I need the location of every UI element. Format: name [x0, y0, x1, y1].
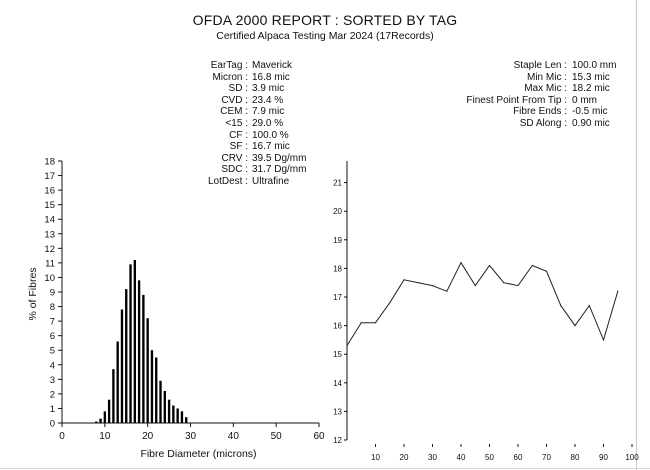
profile-data-point: [503, 282, 504, 283]
profile-data-point: [603, 339, 604, 340]
histogram-bar: [172, 406, 174, 423]
histogram-bar: [142, 295, 144, 423]
stat-label: Max Mic :: [524, 83, 567, 95]
profile-data-point: [475, 285, 476, 286]
profile-y-tick-label: 21: [333, 178, 342, 188]
stat-value: 23.4 %: [252, 94, 284, 106]
stat-value: -0.5 mic: [572, 106, 608, 118]
profile-x-tick-label: 30: [428, 453, 437, 462]
histogram-bar: [138, 280, 140, 423]
profile-data-point: [346, 345, 347, 346]
stat-value: 0 mm: [572, 94, 597, 106]
stat-value: 16.7 mic: [252, 141, 290, 153]
profile-x-tick-label: 70: [542, 453, 551, 462]
histogram-x-tick-label: 10: [99, 431, 111, 442]
profile-data-point: [361, 322, 362, 323]
histogram-x-axis-label: Fibre Diameter (microns): [140, 448, 257, 460]
histogram-y-tick-label: 10: [44, 272, 55, 284]
profile-x-tick-label: 50: [485, 453, 494, 462]
profile-y-tick-label: 16: [333, 321, 342, 331]
stat-value: 31.7 Dg/mm: [252, 164, 307, 176]
histogram-y-tick-label: 16: [44, 185, 55, 197]
profile-data-point: [418, 282, 419, 283]
stat-label: SD :: [228, 83, 248, 95]
profile-x-tick-label: 10: [371, 453, 380, 462]
profile-y-tick-label: 19: [333, 235, 342, 245]
profile-y-tick-label: 12: [333, 436, 342, 445]
histogram-bar: [151, 350, 153, 423]
profile-x-tick-label: 80: [570, 453, 580, 462]
histogram-bar: [125, 289, 127, 423]
histogram-y-tick-label: 18: [44, 156, 55, 168]
histogram-x-tick-label: 0: [59, 431, 65, 442]
profile-data-point: [560, 305, 561, 306]
histogram-bar: [117, 341, 119, 423]
stat-label: Min Mic :: [527, 71, 567, 83]
stat-value: 7.9 mic: [252, 106, 285, 118]
profile-data-point: [532, 265, 533, 266]
histogram-y-tick-label: 12: [44, 243, 55, 255]
profile-x-tick-label: 90: [599, 453, 608, 462]
histogram-y-tick-label: 0: [49, 418, 55, 430]
profile-data-point: [403, 279, 404, 280]
histogram-y-tick-label: 17: [44, 171, 55, 183]
profile-x-tick-label: 60: [513, 453, 523, 462]
stat-label: Micron :: [212, 71, 248, 83]
stat-value: 3.9 mic: [252, 83, 285, 95]
stat-value: 100.0 %: [252, 129, 289, 141]
profile-y-tick-label: 18: [333, 264, 342, 274]
stat-label: CF :: [229, 129, 248, 141]
histogram-y-tick-label: 6: [49, 331, 55, 343]
stat-value: 29.0 %: [252, 118, 284, 129]
histogram-y-tick-label: 3: [49, 374, 55, 386]
histogram-y-axis-label: % of Fibres: [27, 267, 39, 321]
profile-data-point: [460, 262, 461, 263]
profile-y-tick-label: 20: [333, 207, 342, 217]
stat-label: Finest Point From Tip :: [466, 94, 567, 106]
histogram-y-tick-label: 9: [49, 287, 55, 299]
stat-label: SD Along :: [519, 118, 567, 129]
histogram-y-tick-label: 14: [44, 214, 55, 226]
histogram-y-tick-label: 5: [49, 345, 55, 357]
histogram-bar: [176, 408, 178, 423]
stat-label: <15 :: [225, 118, 248, 129]
histogram-x-tick-label: 50: [270, 431, 282, 442]
profile-data-point: [432, 285, 433, 286]
histogram-bar: [181, 411, 183, 423]
stat-value: 39.5 Dg/mm: [252, 152, 307, 164]
stat-value: 0.90 mic: [572, 118, 610, 129]
histogram-bar: [99, 419, 101, 423]
profile-y-tick-label: 17: [333, 293, 342, 302]
profile-data-point: [389, 302, 390, 303]
profile-data-point: [574, 325, 575, 326]
profile-data-point: [446, 291, 447, 292]
histogram-bar: [185, 417, 187, 423]
profile-series-line: [347, 263, 618, 346]
report-title: OFDA 2000 REPORT : SORTED BY TAG: [192, 12, 458, 28]
stat-label: Staple Len :: [513, 60, 567, 71]
profile-data-point: [617, 291, 618, 292]
histogram-bar: [112, 369, 114, 423]
stat-label: CEM :: [220, 106, 248, 118]
report-subtitle: Certified Alpaca Testing Mar 2024 (17Records): [216, 30, 434, 42]
stat-label: CVD :: [221, 94, 248, 106]
histogram-bar: [104, 411, 106, 423]
histogram-y-tick-label: 15: [44, 200, 55, 212]
histogram-bar: [121, 309, 123, 423]
stat-value: 15.3 mic: [572, 71, 610, 83]
page-frame-bottom-border: [0, 468, 650, 469]
stat-label: CRV :: [221, 152, 248, 164]
page-frame-right-border: [636, 0, 637, 470]
stat-label: LotDest :: [207, 176, 248, 187]
histogram-bar: [164, 391, 166, 423]
stat-value: 18.2 mic: [572, 83, 610, 95]
profile-data-point: [489, 265, 490, 266]
stat-label: Fibre Ends :: [513, 106, 567, 118]
profile-y-tick-label: 13: [333, 407, 342, 417]
histogram-x-tick-label: 30: [184, 431, 197, 442]
stat-value: Maverick: [252, 60, 293, 71]
histogram-bar: [95, 422, 97, 423]
profile-y-tick-label: 14: [333, 378, 342, 388]
histogram-y-tick-label: 4: [49, 360, 55, 372]
profile-x-tick-label: 20: [399, 453, 409, 462]
histogram-bar: [155, 358, 157, 424]
histogram-bar: [108, 400, 110, 423]
profile-data-point: [546, 271, 547, 272]
histogram-y-tick-label: 2: [49, 389, 55, 401]
stat-label: SF :: [229, 141, 248, 153]
stat-value: Ultrafine: [252, 176, 290, 187]
histogram-y-tick-label: 1: [49, 403, 55, 415]
profile-data-point: [375, 322, 376, 323]
histogram-y-tick-label: 7: [49, 316, 55, 328]
profile-data-point: [589, 305, 590, 306]
histogram-bar: [168, 400, 170, 423]
histogram-y-tick-label: 11: [45, 258, 55, 270]
stat-label: EarTag :: [210, 60, 248, 71]
histogram-bar: [159, 381, 161, 423]
stat-value: 100.0 mm: [572, 60, 617, 71]
stat-label: SDC :: [221, 164, 248, 176]
profile-data-point: [517, 285, 518, 286]
stat-value: 16.8 mic: [252, 71, 290, 83]
histogram-y-tick-label: 13: [44, 229, 55, 241]
histogram-bar: [146, 318, 148, 423]
profile-y-tick-label: 15: [333, 350, 342, 360]
histogram-bar: [129, 264, 131, 423]
histogram-bar: [134, 260, 136, 423]
histogram-x-tick-label: 40: [227, 431, 239, 442]
profile-x-tick-label: 40: [456, 453, 466, 462]
histogram-x-tick-label: 60: [313, 431, 325, 442]
histogram-x-tick-label: 20: [142, 431, 154, 442]
profile-x-tick-label: 100: [625, 453, 639, 462]
histogram-y-tick-label: 8: [49, 302, 55, 314]
